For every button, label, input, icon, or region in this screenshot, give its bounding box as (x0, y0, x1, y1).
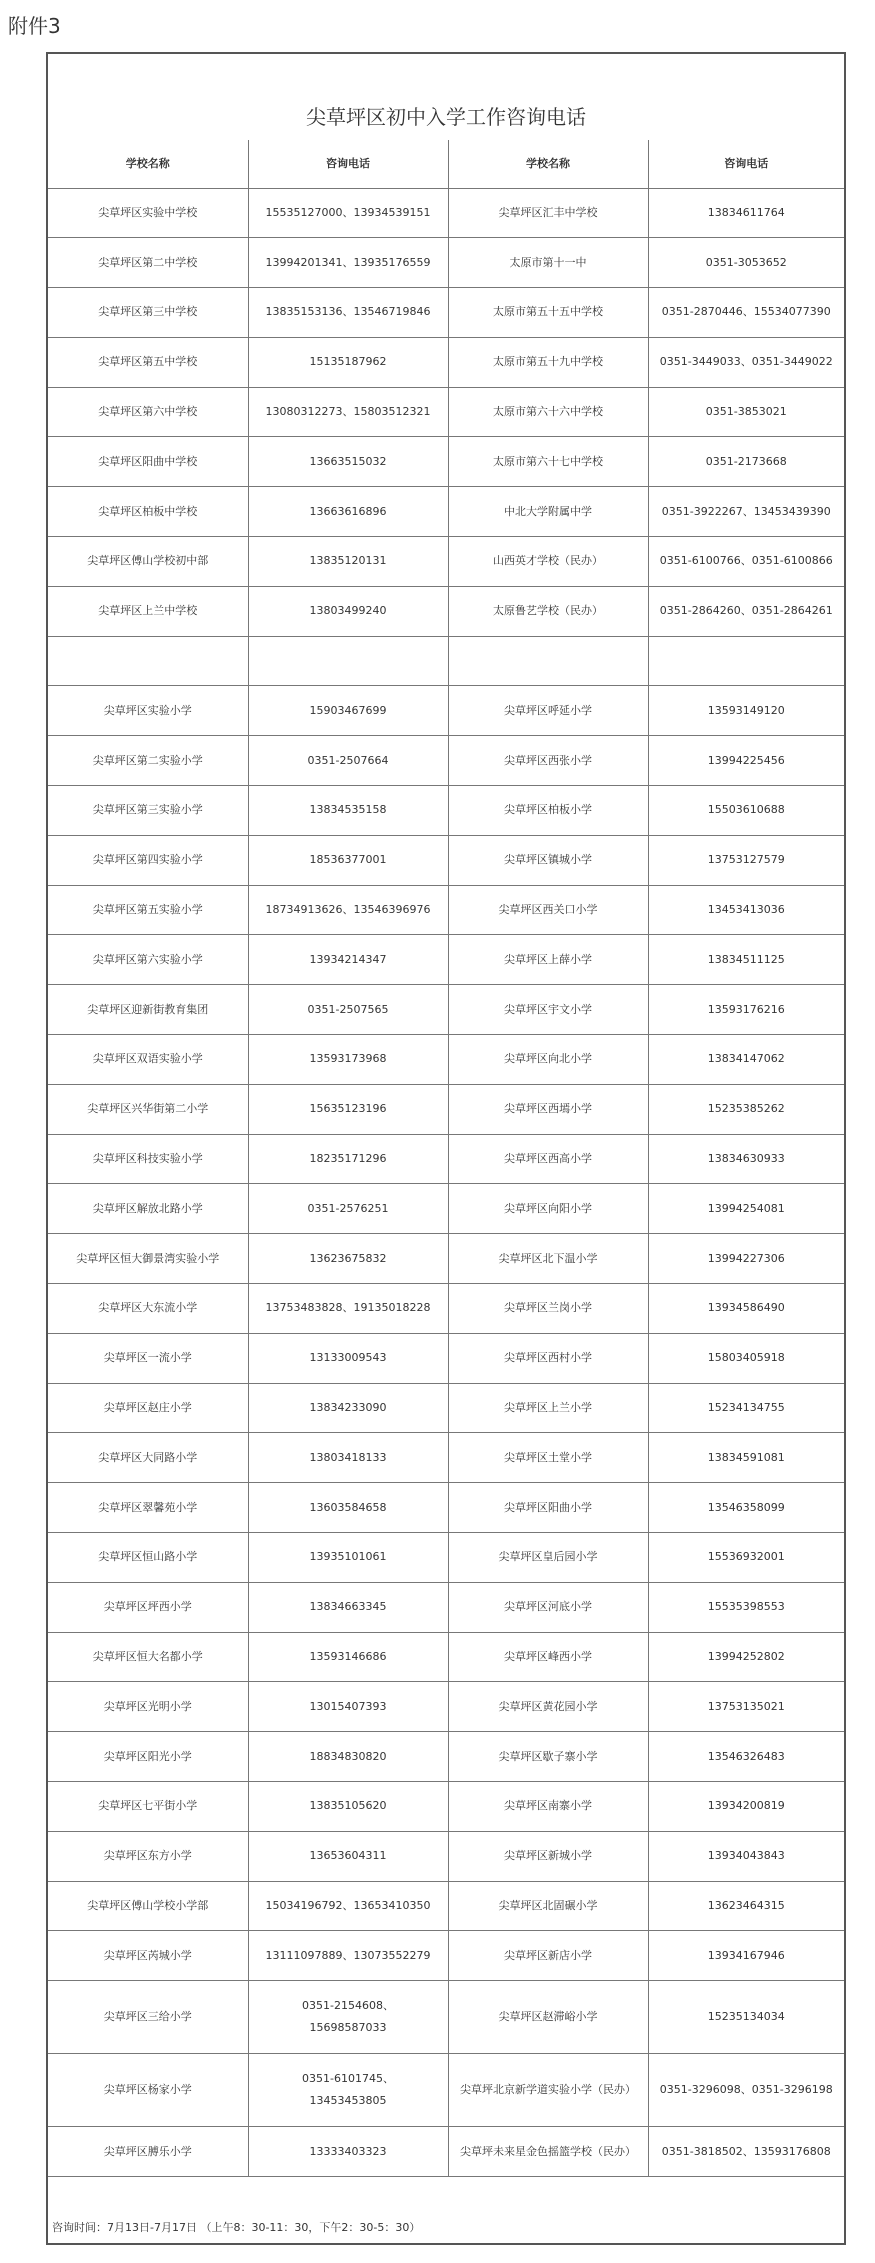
phone-cell: 13934200819 (648, 1782, 844, 1832)
school-name-cell: 尖草坪区西关口小学 (448, 885, 648, 935)
phone-cell: 0351-3922267、13453439390 (648, 487, 844, 537)
school-name-cell (448, 636, 648, 686)
school-name-cell: 尖草坪区西墕小学 (448, 1084, 648, 1134)
phone-cell: 0351-6100766、0351-6100866 (648, 537, 844, 587)
phone-cell: 18734913626、13546396976 (248, 885, 448, 935)
table-row (48, 487, 844, 537)
school-name-cell: 尖草坪北京新学道实验小学（民办） (448, 2054, 648, 2127)
phone-cell: 13934167946 (648, 1931, 844, 1981)
table-row (48, 786, 844, 836)
table-title: 尖草坪区初中入学工作咨询电话 (306, 105, 586, 129)
school-name-cell: 尖草坪区阳曲小学 (448, 1483, 648, 1533)
school-name-cell: 尖草坪区阳曲中学校 (48, 437, 248, 487)
phone-cell: 13753127579 (648, 835, 844, 885)
table-row (48, 1433, 844, 1483)
phone-cell: 15803405918 (648, 1333, 844, 1383)
phone-cell: 13803499240 (248, 586, 448, 636)
school-name-cell: 尖草坪区大同路小学 (48, 1433, 248, 1483)
phone-cell: 15635123196 (248, 1084, 448, 1134)
school-name-cell: 尖草坪区第四实验小学 (48, 835, 248, 885)
school-name-cell: 尖草坪区南寨小学 (448, 1782, 648, 1832)
phone-cell: 0351-3818502、13593176808 (648, 2127, 844, 2177)
phone-cell: 13753483828、19135018228 (248, 1284, 448, 1334)
phone-cell: 18536377001 (248, 835, 448, 885)
table-row (48, 1483, 844, 1533)
school-name-cell: 尖草坪区柏板中学校 (48, 487, 248, 537)
table-row (48, 1184, 844, 1234)
phone-cell: 13653604311 (248, 1831, 448, 1881)
phone-cell: 0351-3296098、0351-3296198 (648, 2054, 844, 2127)
table-row (48, 1533, 844, 1583)
school-name-cell: 尖草坪区双语实验小学 (48, 1035, 248, 1085)
school-name-cell: 尖草坪区迎新街教育集团 (48, 985, 248, 1035)
attachment-label: 附件3 (8, 14, 61, 38)
phone-cell: 13994225456 (648, 736, 844, 786)
phone-cell: 13593146686 (248, 1632, 448, 1682)
school-name-cell: 尖草坪区实验小学 (48, 686, 248, 736)
school-name-cell: 尖草坪区歇子寨小学 (448, 1732, 648, 1782)
table-row (48, 736, 844, 786)
phone-cell: 13834535158 (248, 786, 448, 836)
school-name-cell: 尖草坪区上兰中学校 (48, 586, 248, 636)
school-name-cell: 尖草坪区芮城小学 (48, 1931, 248, 1981)
phone-cell: 15235134034 (648, 1981, 844, 2054)
school-name-cell: 尖草坪区第六实验小学 (48, 935, 248, 985)
table-row (48, 636, 844, 686)
phone-cell (248, 636, 448, 686)
phone-cell: 0351-3053652 (648, 238, 844, 288)
phone-cell: 13803418133 (248, 1433, 448, 1483)
table-row (48, 686, 844, 736)
phone-cell: 13834233090 (248, 1383, 448, 1433)
phone-cell: 13593149120 (648, 686, 844, 736)
table-row (48, 387, 844, 437)
phone-cell: 0351-2173668 (648, 437, 844, 487)
school-name-cell: 尖草坪区兴华街第二小学 (48, 1084, 248, 1134)
phone-cell: 13935101061 (248, 1533, 448, 1583)
school-name-cell: 尖草坪区第三实验小学 (48, 786, 248, 836)
school-name-cell: 尖草坪区第五中学校 (48, 337, 248, 387)
phone-cell: 0351-2154608、 15698587033 (248, 1981, 448, 2054)
school-name-cell: 尖草坪区新城小学 (448, 1831, 648, 1881)
phone-cell: 18834830820 (248, 1732, 448, 1782)
school-name-cell: 尖草坪区第五实验小学 (48, 885, 248, 935)
phone-cell: 18235171296 (248, 1134, 448, 1184)
table-row (48, 537, 844, 587)
table-row (48, 1134, 844, 1184)
school-name-cell: 尖草坪区呼延小学 (448, 686, 648, 736)
header-school-name-1: 学校名称 (48, 140, 248, 188)
school-name-cell: 尖草坪区傅山学校小学部 (48, 1881, 248, 1931)
table-row (48, 1881, 844, 1931)
table-row (48, 1284, 844, 1334)
table-body (48, 188, 844, 2176)
phone-cell: 0351-3853021 (648, 387, 844, 437)
header-row (48, 140, 844, 188)
school-name-cell: 太原鲁艺学校（民办） (448, 586, 648, 636)
table-row (48, 337, 844, 387)
school-name-cell: 尖草坪区光明小学 (48, 1682, 248, 1732)
school-name-cell: 太原市第五十九中学校 (448, 337, 648, 387)
phone-cell: 13835153136、13546719846 (248, 288, 448, 338)
table-row (48, 1732, 844, 1782)
school-name-cell: 尖草坪区向阳小学 (448, 1184, 648, 1234)
phone-cell: 15235385262 (648, 1084, 844, 1134)
school-name-cell: 尖草坪区新店小学 (448, 1931, 648, 1981)
phone-cell: 13834511125 (648, 935, 844, 985)
table-row (48, 2054, 844, 2127)
table-row (48, 885, 844, 935)
table-row (48, 835, 844, 885)
phone-cell: 13546326483 (648, 1732, 844, 1782)
consultation-time-note: 咨询时间：7月13日-7月17日 （上午8：30-11：30，下午2：30-5：30） (52, 2221, 421, 2234)
phone-cell: 13834611764 (648, 188, 844, 238)
school-name-cell: 尖草坪区七平街小学 (48, 1782, 248, 1832)
school-name-cell: 尖草坪区恒山路小学 (48, 1533, 248, 1583)
school-name-cell: 尖草坪未来星金色摇篮学校（民办） (448, 2127, 648, 2177)
table-row (48, 1333, 844, 1383)
phone-cell: 13753135021 (648, 1682, 844, 1732)
school-name-cell: 尖草坪区东方小学 (48, 1831, 248, 1881)
consultation-table (48, 140, 844, 2177)
table-row (48, 1084, 844, 1134)
table-row (48, 1582, 844, 1632)
school-name-cell: 尖草坪区三给小学 (48, 1981, 248, 2054)
phone-cell: 13835105620 (248, 1782, 448, 1832)
phone-cell: 13453413036 (648, 885, 844, 935)
phone-cell: 15903467699 (248, 686, 448, 736)
phone-cell: 13994227306 (648, 1234, 844, 1284)
phone-cell: 13834630933 (648, 1134, 844, 1184)
school-name-cell: 尖草坪区大东流小学 (48, 1284, 248, 1334)
phone-cell: 0351-6101745、 13453453805 (248, 2054, 448, 2127)
phone-cell: 0351-2507565 (248, 985, 448, 1035)
phone-cell: 13080312273、15803512321 (248, 387, 448, 437)
table-row (48, 1383, 844, 1433)
phone-cell: 13835120131 (248, 537, 448, 587)
school-name-cell: 尖草坪区翠馨苑小学 (48, 1483, 248, 1533)
school-name-cell: 山西英才学校（民办） (448, 537, 648, 587)
school-name-cell: 尖草坪区赵滞峪小学 (448, 1981, 648, 2054)
phone-cell: 13111097889、13073552279 (248, 1931, 448, 1981)
phone-cell: 13015407393 (248, 1682, 448, 1732)
table-row (48, 586, 844, 636)
phone-cell: 13623464315 (648, 1881, 844, 1931)
phone-cell: 13623675832 (248, 1234, 448, 1284)
header-phone-2: 咨询电话 (648, 140, 844, 188)
school-name-cell: 尖草坪区实验中学校 (48, 188, 248, 238)
table-row (48, 1682, 844, 1732)
phone-cell: 13663616896 (248, 487, 448, 537)
school-name-cell: 尖草坪区第二中学校 (48, 238, 248, 288)
phone-cell: 15503610688 (648, 786, 844, 836)
phone-cell: 13603584658 (248, 1483, 448, 1533)
phone-cell: 13593176216 (648, 985, 844, 1035)
school-name-cell: 尖草坪区第三中学校 (48, 288, 248, 338)
phone-cell: 13593173968 (248, 1035, 448, 1085)
school-name-cell: 中北大学附属中学 (448, 487, 648, 537)
phone-cell: 13934586490 (648, 1284, 844, 1334)
school-name-cell: 尖草坪区恒大御景湾实验小学 (48, 1234, 248, 1284)
phone-cell: 15234134755 (648, 1383, 844, 1433)
school-name-cell: 尖草坪区西村小学 (448, 1333, 648, 1383)
phone-cell: 13333403323 (248, 2127, 448, 2177)
phone-cell: 15135187962 (248, 337, 448, 387)
phone-cell: 0351-2507664 (248, 736, 448, 786)
table-row (48, 1234, 844, 1284)
table-row (48, 985, 844, 1035)
phone-cell: 15535398553 (648, 1582, 844, 1632)
phone-cell: 15536932001 (648, 1533, 844, 1583)
school-name-cell: 尖草坪区柏板小学 (448, 786, 648, 836)
phone-cell: 0351-3449033、0351-3449022 (648, 337, 844, 387)
school-name-cell: 尖草坪区上薛小学 (448, 935, 648, 985)
phone-cell: 0351-2870446、15534077390 (648, 288, 844, 338)
school-name-cell: 尖草坪区第六中学校 (48, 387, 248, 437)
school-name-cell: 尖草坪区向北小学 (448, 1035, 648, 1085)
phone-cell (648, 636, 844, 686)
school-name-cell: 尖草坪区杨家小学 (48, 2054, 248, 2127)
phone-cell: 13934043843 (648, 1831, 844, 1881)
school-name-cell: 太原市第六十六中学校 (448, 387, 648, 437)
table-row (48, 1831, 844, 1881)
phone-cell: 13994201341、13935176559 (248, 238, 448, 288)
school-name-cell: 尖草坪区阳光小学 (48, 1732, 248, 1782)
school-name-cell: 尖草坪区第二实验小学 (48, 736, 248, 786)
phone-cell: 13133009543 (248, 1333, 448, 1383)
school-name-cell: 尖草坪区膊乐小学 (48, 2127, 248, 2177)
phone-cell: 15034196792、13653410350 (248, 1881, 448, 1931)
phone-cell: 15535127000、13934539151 (248, 188, 448, 238)
table-row (48, 2127, 844, 2177)
school-name-cell: 尖草坪区峰西小学 (448, 1632, 648, 1682)
school-name-cell: 尖草坪区黄花园小学 (448, 1682, 648, 1732)
school-name-cell: 尖草坪区一流小学 (48, 1333, 248, 1383)
table-row (48, 1981, 844, 2054)
table-row (48, 437, 844, 487)
school-name-cell: 太原市第五十五中学校 (448, 288, 648, 338)
phone-cell: 13834591081 (648, 1433, 844, 1483)
school-name-cell: 尖草坪区科技实验小学 (48, 1134, 248, 1184)
school-name-cell: 尖草坪区西高小学 (448, 1134, 648, 1184)
table-row (48, 238, 844, 288)
table-row (48, 288, 844, 338)
school-name-cell: 太原市第十一中 (448, 238, 648, 288)
school-name-cell: 尖草坪区西张小学 (448, 736, 648, 786)
school-name-cell (48, 636, 248, 686)
school-name-cell: 尖草坪区恒大名都小学 (48, 1632, 248, 1682)
phone-cell: 13546358099 (648, 1483, 844, 1533)
consultation-table-sheet (46, 52, 846, 2245)
phone-cell: 13994254081 (648, 1184, 844, 1234)
school-name-cell: 尖草坪区皇后园小学 (448, 1533, 648, 1583)
school-name-cell: 尖草坪区解放北路小学 (48, 1184, 248, 1234)
school-name-cell: 尖草坪区北下温小学 (448, 1234, 648, 1284)
table-row (48, 935, 844, 985)
school-name-cell: 尖草坪区河底小学 (448, 1582, 648, 1632)
table-row (48, 1931, 844, 1981)
school-name-cell: 尖草坪区坪西小学 (48, 1582, 248, 1632)
school-name-cell: 尖草坪区宇文小学 (448, 985, 648, 1035)
phone-cell: 13934214347 (248, 935, 448, 985)
table-row (48, 1632, 844, 1682)
phone-cell: 0351-2576251 (248, 1184, 448, 1234)
table-row (48, 1035, 844, 1085)
school-name-cell: 尖草坪区兰岗小学 (448, 1284, 648, 1334)
school-name-cell: 尖草坪区北固碾小学 (448, 1881, 648, 1931)
phone-cell: 13834663345 (248, 1582, 448, 1632)
table-row (48, 188, 844, 238)
phone-cell: 0351-2864260、0351-2864261 (648, 586, 844, 636)
table-row (48, 1782, 844, 1832)
school-name-cell: 尖草坪区上兰小学 (448, 1383, 648, 1433)
phone-cell: 13834147062 (648, 1035, 844, 1085)
school-name-cell: 尖草坪区傅山学校初中部 (48, 537, 248, 587)
phone-cell: 13994252802 (648, 1632, 844, 1682)
school-name-cell: 尖草坪区土堂小学 (448, 1433, 648, 1483)
school-name-cell: 尖草坪区镇城小学 (448, 835, 648, 885)
header-phone-1: 咨询电话 (248, 140, 448, 188)
school-name-cell: 尖草坪区汇丰中学校 (448, 188, 648, 238)
phone-cell: 13663515032 (248, 437, 448, 487)
school-name-cell: 太原市第六十七中学校 (448, 437, 648, 487)
school-name-cell: 尖草坪区赵庄小学 (48, 1383, 248, 1433)
header-school-name-2: 学校名称 (448, 140, 648, 188)
